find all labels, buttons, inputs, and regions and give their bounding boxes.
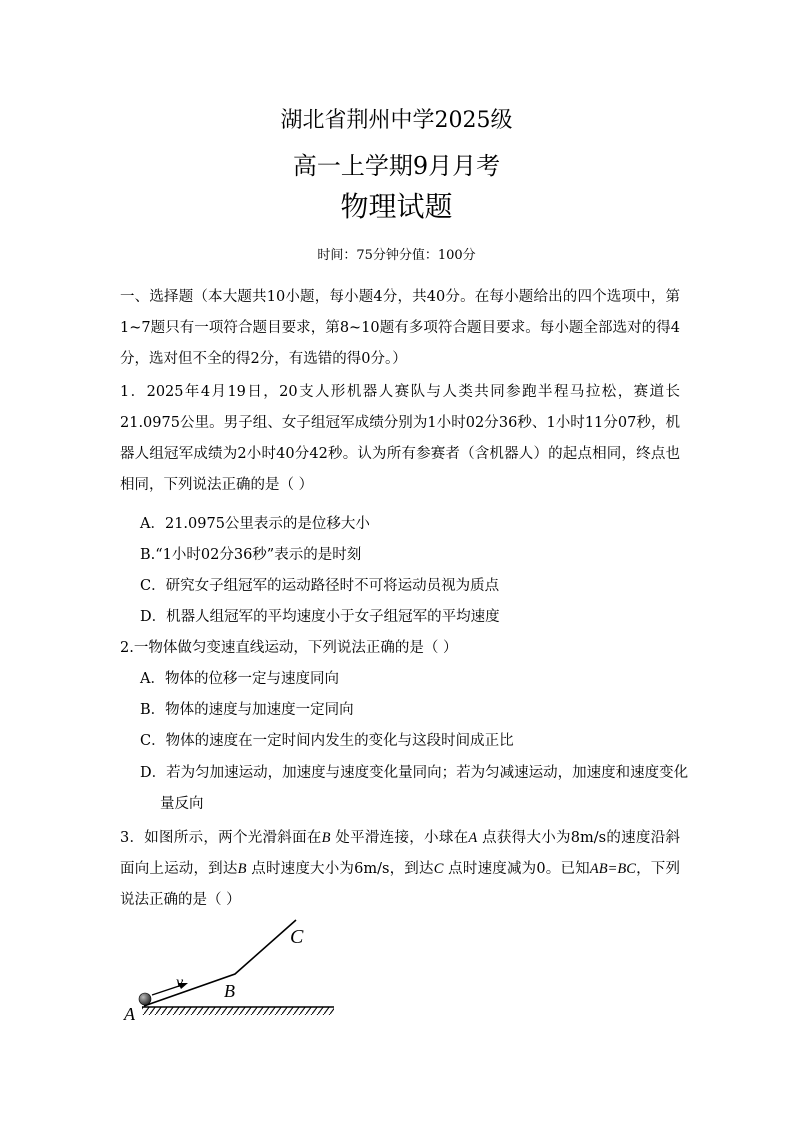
- label-a: A: [124, 1004, 135, 1024]
- subject-title: 物理试题: [340, 190, 453, 223]
- ground-hatch: [142, 1007, 334, 1015]
- q2-option-d-line2: 量反向: [160, 796, 204, 812]
- q1-option-d: D．机器人组冠军的平均速度小于女子组冠军的平均速度: [140, 609, 500, 625]
- q2-option-c: C．物体的速度在一定时间内发生的变化与这段时间成正比: [140, 733, 514, 749]
- q2-option-b: B．物体的速度与加速度一定同向: [140, 702, 354, 718]
- q2-stem: 2.一物体做匀变速直线运动，下列说法正确的是（ ）: [120, 640, 458, 656]
- school-title: 湖北省荆州中学2025级: [280, 108, 513, 133]
- q3-stem: 3．如图所示，两个光滑斜面在B 处平滑连接，小球在A 点获得大小为8m/s的速度沿斜面向上运动，到达B 点时速度大小为6m/s，到达C 点时速度减为0。已知AB=BC，下列说法正确的是（ ）: [120, 830, 680, 908]
- section1-intro: 一、选择题（本大题共10小题，每小题4分，共40分。在每小题给出的四个选项中，第1~7题只有一项符合题目要求，第8~10题有多项符合题目要求。每小题全部选对的得4分，选对但不全的得2分，有选错的得0分。）: [120, 289, 680, 367]
- q1-option-b: B.“1小时02分36秒”表示的是时刻: [140, 547, 362, 563]
- ball: [139, 993, 151, 1005]
- slope-abc: [144, 920, 296, 1006]
- incline-figure: [120, 910, 360, 1030]
- exam-title: 高一上学期9月月考: [292, 152, 501, 180]
- time-info: 时间：75分钟分值：100分: [317, 248, 476, 263]
- q1-option-a: A．21.0975公里表示的是位移大小: [140, 516, 370, 532]
- q1-stem: 1．2025年4月19日，20支人形机器人赛队与人类共同参跑半程马拉松，赛道长21.0975公里。男子组、女子组冠军成绩分别为1小时02分36秒、1小时11分07秒，机器人组冠军成绩为2小时40分42秒。认为所有参赛者（含机器人）的起点相同，终点也相同，下列说法正确的是（ ）: [120, 384, 680, 493]
- label-v: v: [176, 974, 184, 991]
- q2-option-a: A．物体的位移一定与速度同向: [140, 671, 339, 687]
- label-b: B: [224, 981, 235, 1001]
- label-c: C: [290, 926, 304, 948]
- q2-option-d-line1: D．若为匀加速运动，加速度与速度变化量同向；若为匀减速运动，加速度和速度变化: [140, 765, 689, 781]
- q1-option-c: C．研究女子组冠军的运动路径时不可将运动员视为质点: [140, 578, 500, 594]
